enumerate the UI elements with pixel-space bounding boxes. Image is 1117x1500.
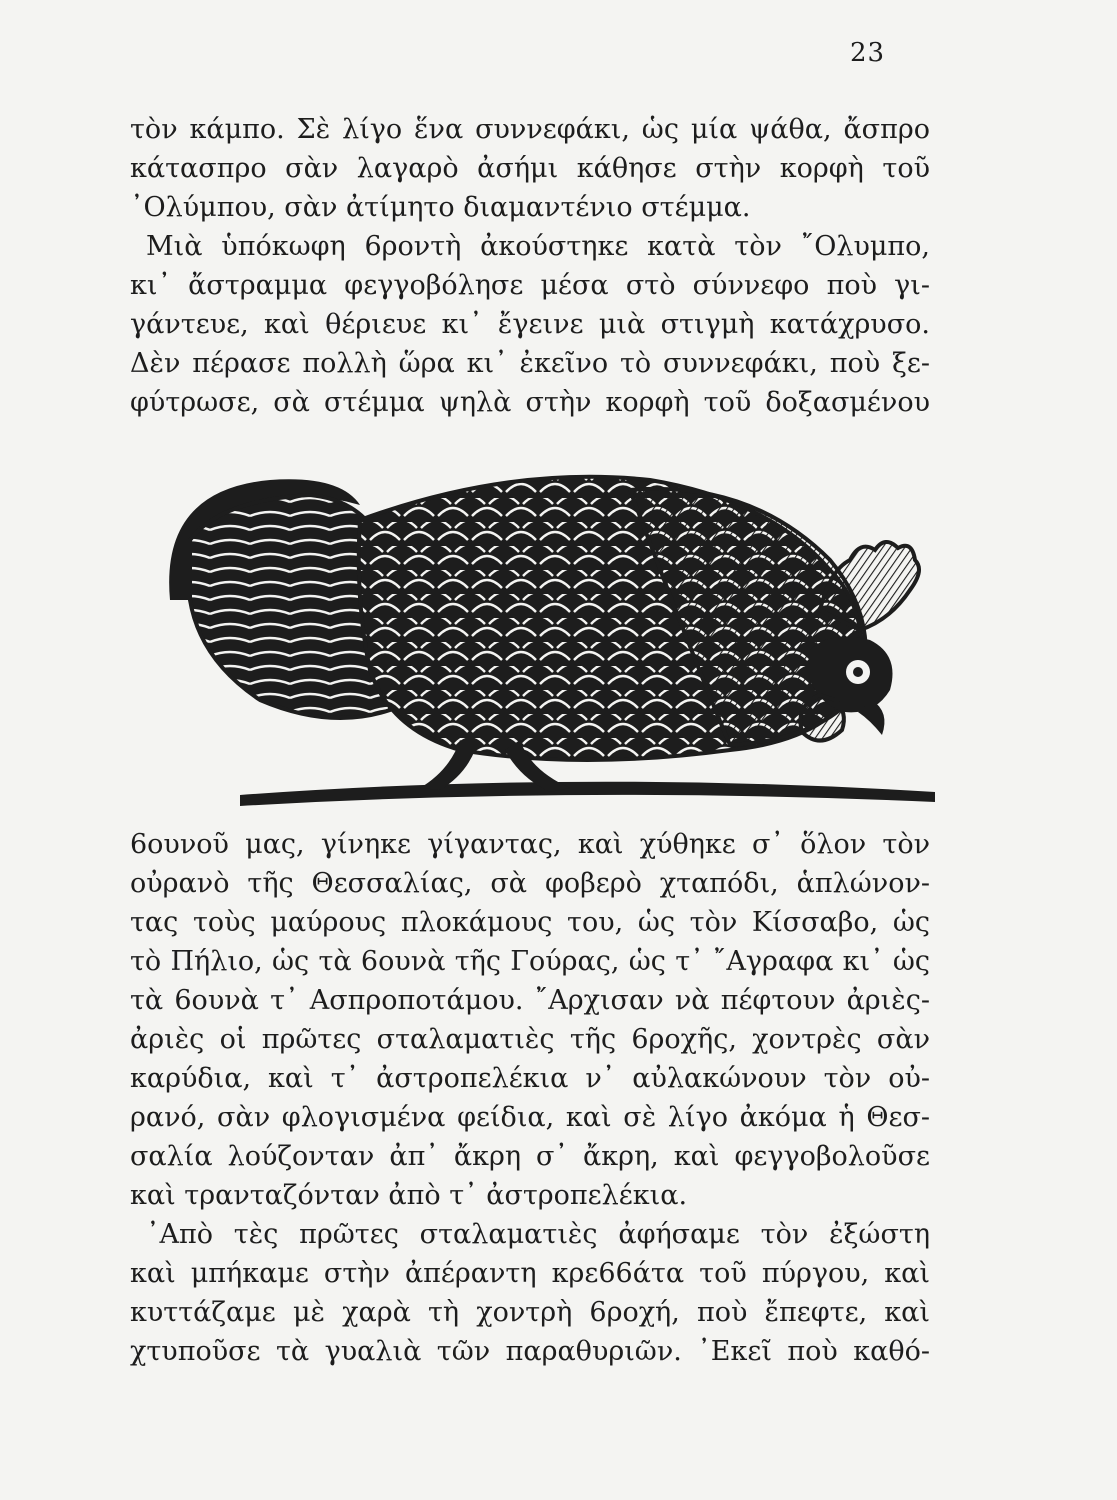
- text-line: σαλία λούζονταν ἀπ᾿ ἄκρη σ᾿ ἄκρη, καὶ φεγγοβολοῦσε: [130, 1141, 930, 1172]
- text-line: γάντευε, καὶ θέριευε κι᾿ ἔγεινε μιὰ στιγμὴ κατάχρυσο.: [130, 309, 930, 340]
- text-line: τὸ Πήλιο, ὡς τὰ 6ουνὰ τῆς Γούρας, ὡς τ᾿ ῎Αγραφα κι᾿ ὡς: [130, 946, 930, 977]
- text-line: φύτρωσε, σὰ στέμμα ψηλὰ στὴν κορφὴ τοῦ δοξασμένου: [130, 387, 930, 418]
- text-line: Δὲν πέρασε πολλὴ ὥρα κι᾿ ἐκεῖνο τὸ συννεφάκι, ποὺ ξε-: [130, 348, 930, 379]
- page-number: 23: [850, 38, 886, 68]
- text-line: ᾿Απὸ τὲς πρῶτες σταλαματιὲς ἀφήσαμε τὸν ἐξώστη: [146, 1219, 930, 1250]
- paragraph-block-bottom: [130, 825, 930, 1371]
- text-line: καὶ τρανταζόνταν ἀπὸ τ᾿ ἀστροπελέκια.: [130, 1180, 688, 1211]
- text-line: τας τοὺς μαύρους πλοκάμους του, ὡς τὸν Κίσσαβο, ὡς: [130, 907, 930, 938]
- text-line: Μιὰ ὑπόκωφη 6ροντὴ ἀκούστηκε κατὰ τὸν ῎Ολυμπο,: [146, 231, 930, 262]
- text-line: ἀριὲς οἱ πρῶτες σταλαματιὲς τῆς 6ροχῆς, χοντρὲς σὰν: [130, 1024, 930, 1055]
- hen-woodcut-illustration: [130, 450, 950, 820]
- text-line: 6ουνοῦ μας, γίνηκε γίγαντας, καὶ χύθηκε σ᾿ ὅλον τὸν: [130, 829, 930, 860]
- ground-line: [240, 782, 935, 806]
- text-line: τὰ 6ουνὰ τ᾿ Ασπροποτάμου. ῎Αρχισαν νὰ πέφτουν ἀριὲς-: [130, 985, 930, 1016]
- paragraph-block-top: [130, 110, 930, 422]
- text-line: κι᾿ ἄστραμμα φεγγοβόλησε μέσα στὸ σύννεφο ποὺ γι-: [130, 270, 930, 301]
- text-line: τὸν κάμπο. Σὲ λίγο ἕνα συννεφάκι, ὡς μία ψάθα, ἄσπρο: [130, 114, 930, 145]
- text-line: καρύδια, καὶ τ᾿ ἀστροπελέκια ν᾿ αὐλακώνουν τὸν οὐ-: [130, 1063, 930, 1094]
- text-line: χτυποῦσε τὰ γυαλιὰ τῶν παραθυριῶν. ᾿Εκεῖ ποὺ καθό-: [130, 1336, 930, 1367]
- text-line: ᾿Ολύμπου, σὰν ἀτίμητο διαμαντένιο στέμμα.: [130, 192, 751, 223]
- text-line: κυττάζαμε μὲ χαρὰ τὴ χοντρὴ 6ροχή, ποὺ ἔπεφτε, καὶ: [130, 1297, 930, 1328]
- text-line: κάτασπρο σὰν λαγαρὸ ἀσήμι κάθησε στὴν κορφὴ τοῦ: [130, 153, 930, 184]
- text-line: οὐρανὸ τῆς Θεσσαλίας, σὰ φοβερὸ χταπόδι, ἁπλώνον-: [130, 868, 930, 899]
- text-line: καὶ μπήκαμε στὴν ἀπέραντη κρε66άτα τοῦ πύργου, καὶ: [130, 1258, 930, 1289]
- comb: [820, 542, 919, 630]
- wattle: [800, 695, 843, 741]
- text-line: ρανό, σὰν φλογισμένα φείδια, καὶ σὲ λίγο ἀκόμα ἡ Θεσ-: [130, 1102, 930, 1133]
